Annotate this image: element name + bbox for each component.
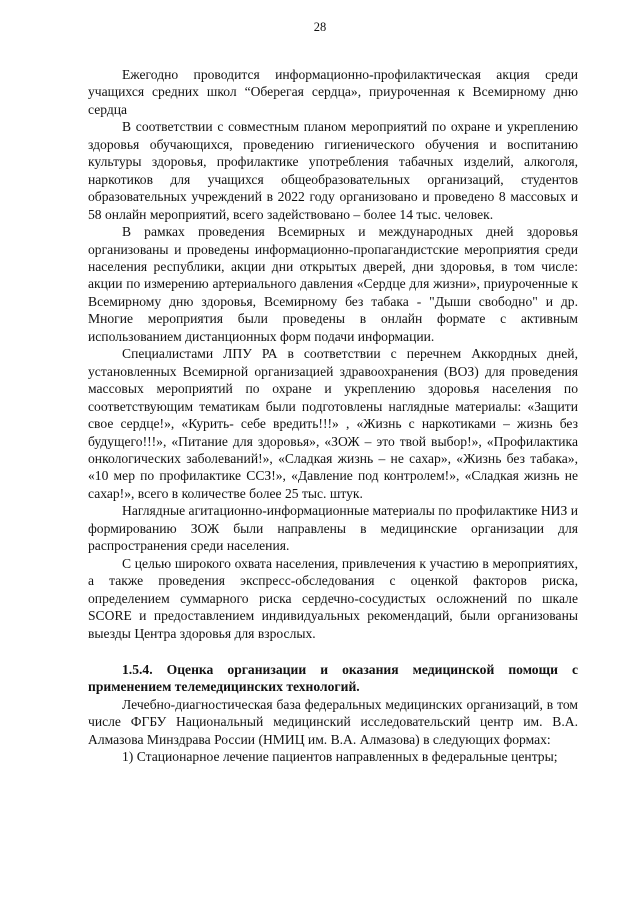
section-paragraph: Лечебно-диагностическая база федеральных медицинских организаций, в том числе ФГБУ Национальный медицинский исследовательский центр им. В.А. Алмазова Минздрава России (НМИЦ им. В.А. Алмазова) в следующих формах:	[88, 696, 578, 747]
document-body	[88, 66, 578, 766]
paragraph: С целью широкого охвата населения, привлечения к участию в мероприятиях, а также проведения экспресс-обследования с оценкой факторов риска, определением суммарного риска сердечно-сосудистых осложнений по шкале SCORE и предоставлением индивидуальных рекомендаций, были организованы выезды Центра здоровья для взрослых.	[88, 555, 578, 641]
paragraph: В соответствии с совместным планом мероприятий по охране и укреплению здоровья обучающихся, проведению гигиенического обучения и воспитанию культуры здоровья, профилактике употребления табачных изделий, алкоголя, наркотиков для учащихся общеобразовательных организаций, студентов образовательных учреждений в 2022 году организовано и проведено 8 массовых и 58 онлайн мероприятий, всего задействовано – более 14 тыс. человек.	[88, 119, 578, 222]
paragraph: Специалистами ЛПУ РА в соответствии с перечнем Аккордных дней, установленных Всемирной организацией здравоохранения (ВОЗ) для проведения массовых мероприятий по охране и укреплению здоровья населения по соответствующим тематикам были подготовлены наглядные материалы: «Защити свое сердце!», «Курить- себе вредить!!!» , «Жизнь с наркотиками – жизнь без будущего!!!», «Питание для здоровья», «ЗОЖ – это твой выбор!», «Профилактика онкологических заболеваний!», «Сладкая жизнь – не сахар», «Жизнь без табака», «10 мер по профилактике ССЗ!», «Давление под контролем!», «Сладкая жизнь не сахар!», всего в количестве более 25 тыс. штук.	[88, 346, 578, 501]
paragraph: В рамках проведения Всемирных и международных дней здоровья организованы и проведены информационно-пропагандистские мероприятия среди населения республики, акции дни открытых дверей, дни здоровья, в том числе: акции по измерению артериального давления «Сердце для жизни», приуроченные к Всемирному дню здоровья, Всемирному без табака - "Дыши свободно" и др. Многие мероприятия были проведены в онлайн формате с активным использованием дистанционных форм подачи информации.	[88, 224, 578, 344]
paragraph: Наглядные агитационно-информационные материалы по профилактике НИЗ и формированию ЗОЖ были направлены в медицинские организации для распространения среди населения.	[88, 503, 578, 554]
page-number: 28	[313, 20, 327, 34]
list-item: 1) Стационарное лечение пациентов направленных в федеральные центры;	[122, 749, 558, 765]
paragraph: Ежегодно проводится информационно-профилактическая акция среди учащихся средних школ “Оберегая сердца», приуроченная к Всемирному дню сердца	[88, 67, 578, 117]
section-heading: 1.5.4. Оценка организации и оказания медицинской помощи с применением телемедицинских технологий.	[88, 661, 578, 695]
